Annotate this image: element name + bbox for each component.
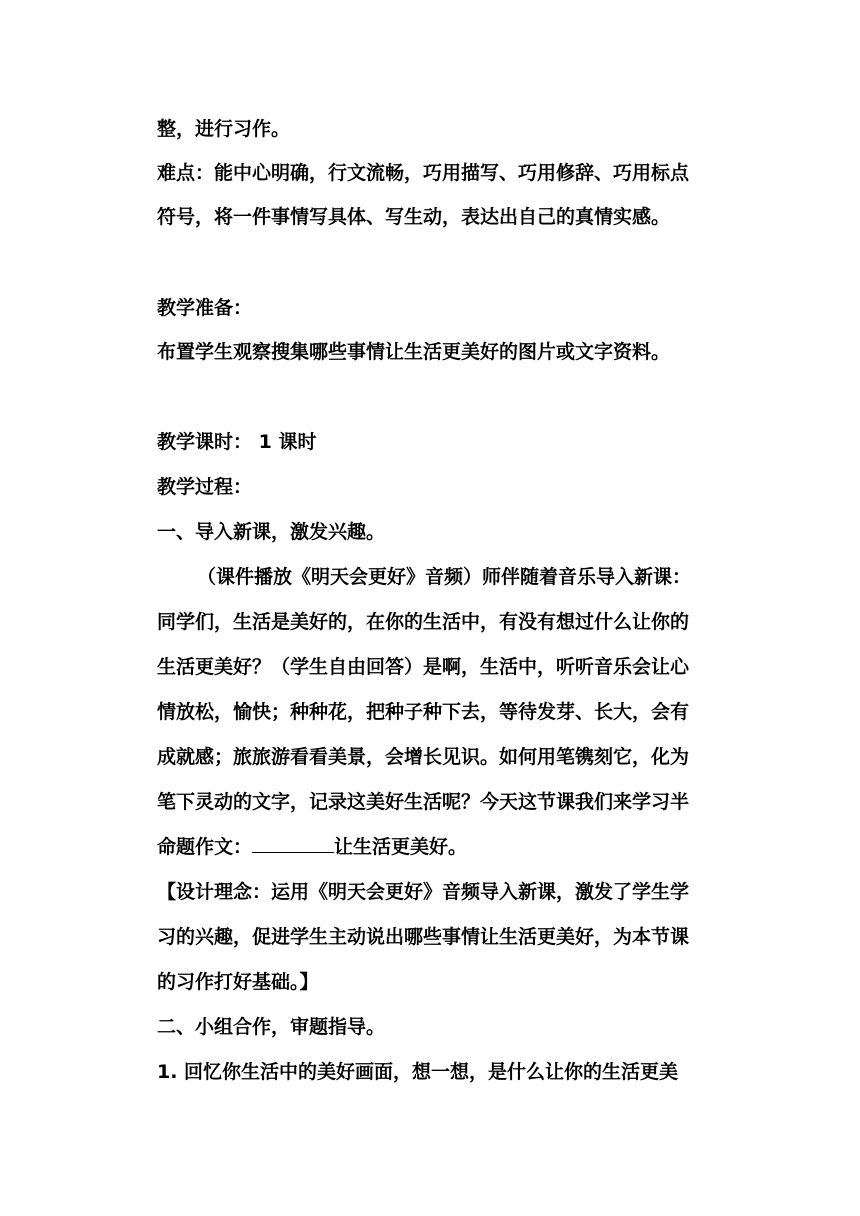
text-segment: 让生活更美好。 (334, 836, 468, 858)
section-heading: 教学过程： (157, 476, 253, 498)
text-line: 笔下灵动的文字，记录这美好生活呢？今天这节课我们来学习半 (157, 791, 690, 813)
section-heading: 教学准备： (157, 297, 253, 319)
section-heading: 教学课时： 1 课时 (157, 431, 317, 453)
text-line: 符号，将一件事情写具体、写生动，表达出自己的真情实感。 (157, 206, 671, 228)
text-line: 难点：能中心明确，行文流畅，巧用描写、巧用修辞、巧用标点 (157, 162, 690, 184)
text-line: （课件播放《明天会更好》音频）师伴随着音乐导入新课： (197, 566, 692, 588)
fill-in-blank (252, 834, 334, 853)
text-line: 成就感；旅旅游看看美景，会增长见识。如何用笔镌刻它，化为 (157, 746, 690, 768)
text-line: 布置学生观察搜集哪些事情让生活更美好的图片或文字资料。 (157, 341, 671, 363)
text-line (157, 832, 737, 862)
design-note-line: 【设计理念：运用《明天会更好》音频导入新课，激发了学生学 (157, 881, 690, 903)
text-line: 生活更美好？（学生自由回答）是啊，生活中，听听音乐会让心 (157, 656, 690, 678)
text-segment: 命题作文： (157, 836, 253, 858)
section-heading: 一、导入新课，激发兴趣。 (157, 521, 386, 543)
text-line: 同学们，生活是美好的，在你的生活中，有没有想过什么让你的 (157, 611, 690, 633)
text-line: 1. 回忆你生活中的美好画面，想一想，是什么让你的生活更美 (157, 1061, 679, 1083)
text-line: 情放松，愉快；种种花，把种子种下去，等待发芽、长大，会有 (157, 701, 690, 723)
section-heading: 二、小组合作，审题指导。 (157, 1016, 386, 1038)
design-note-line: 习的兴趣，促进学生主动说出哪些事情让生活更美好，为本节课 (157, 926, 690, 948)
design-note-line: 的习作打好基础。】 (157, 971, 319, 993)
text-line: 整，进行习作。 (157, 118, 291, 140)
